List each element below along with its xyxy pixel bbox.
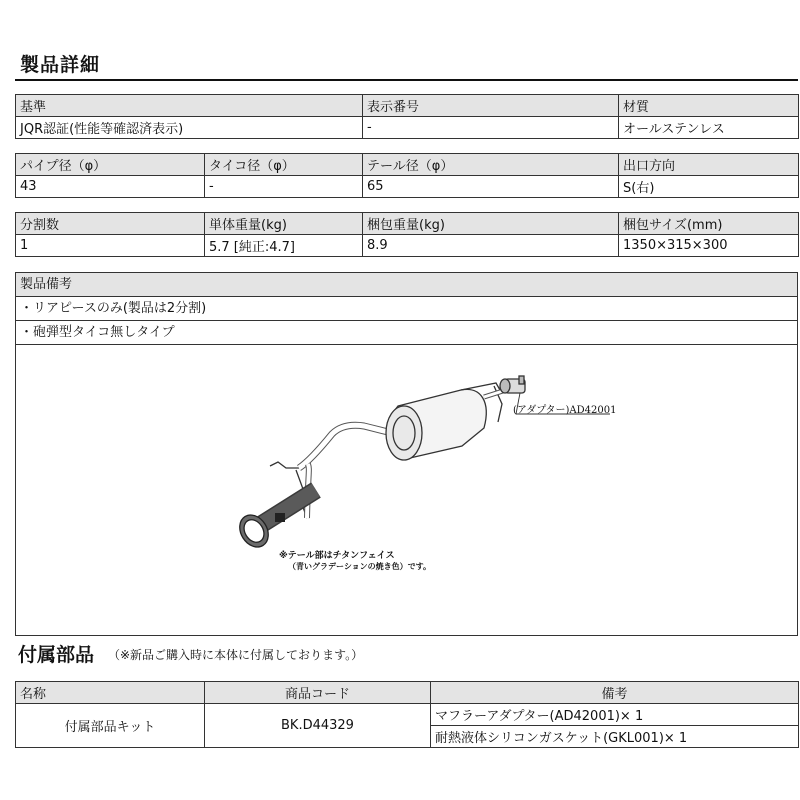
header-package-weight: 梱包重量(kg): [363, 213, 619, 235]
value-package-size: 1350×315×300: [619, 235, 799, 257]
product-notes-header: 製品備考: [16, 273, 797, 297]
product-note-item: ・砲弾型タイコ無しタイプ: [16, 321, 797, 345]
spec-table-dimensions: [15, 153, 799, 198]
header-drum-diameter: タイコ径（φ）: [205, 154, 363, 176]
page-title: 製品詳細: [20, 54, 101, 76]
title-rule: [15, 79, 798, 81]
header-unit-weight: 単体重量(kg): [205, 213, 363, 235]
spec-table-weights: [15, 212, 799, 257]
header-product-code: 商品コード: [205, 682, 431, 704]
attachment-remark-gasket: 耐熱液体シリコンガスケット(GKL001)× 1: [431, 726, 799, 748]
value-drum-diameter: -: [205, 176, 363, 198]
header-package-size: 梱包サイズ(mm): [619, 213, 799, 235]
value-standard: JQR認証(性能等確認済表示): [16, 117, 363, 139]
value-pieces: 1: [16, 235, 205, 257]
header-remarks: 備考: [431, 682, 799, 704]
header-display-number: 表示番号: [363, 95, 619, 117]
header-pipe-diameter: パイプ径（φ）: [16, 154, 205, 176]
value-exit-direction: S(右): [619, 176, 799, 198]
header-exit-direction: 出口方向: [619, 154, 799, 176]
attachment-kit-code: BK.D44329: [205, 704, 431, 748]
header-standard: 基準: [16, 95, 363, 117]
header-item-name: 名称: [16, 682, 205, 704]
value-material: オールステンレス: [619, 117, 799, 139]
header-material: 材質: [619, 95, 799, 117]
value-pipe-diameter: 43: [16, 176, 205, 198]
attachments-table: [15, 681, 799, 748]
spec-table-standard: [15, 94, 799, 139]
attachments-title: 付属部品: [18, 644, 95, 666]
value-tail-diameter: 65: [363, 176, 619, 198]
value-display-number: -: [363, 117, 619, 139]
attachments-note: （※新品ご購入時に本体に付属しております。）: [108, 648, 364, 662]
adapter-label: (アダプター)AD42001: [513, 405, 617, 416]
muffler-illustration: [16, 342, 797, 634]
product-notes-panel: [15, 272, 798, 636]
value-package-weight: 8.9: [363, 235, 619, 257]
tail-note-line-1: ※テール部はチタンフェイス: [279, 551, 395, 561]
header-tail-diameter: テール径（φ）: [363, 154, 619, 176]
attachment-remark-adapter: マフラーアダプター(AD42001)× 1: [431, 704, 799, 726]
attachment-kit-name: 付属部品キット: [16, 704, 205, 748]
value-unit-weight: 5.7 [純正:4.7]: [205, 235, 363, 257]
tail-note-line-2: （青いグラデーションの焼き色）です。: [288, 562, 432, 571]
header-pieces: 分割数: [16, 213, 205, 235]
product-note-item: ・リアピースのみ(製品は2分割): [16, 297, 797, 321]
